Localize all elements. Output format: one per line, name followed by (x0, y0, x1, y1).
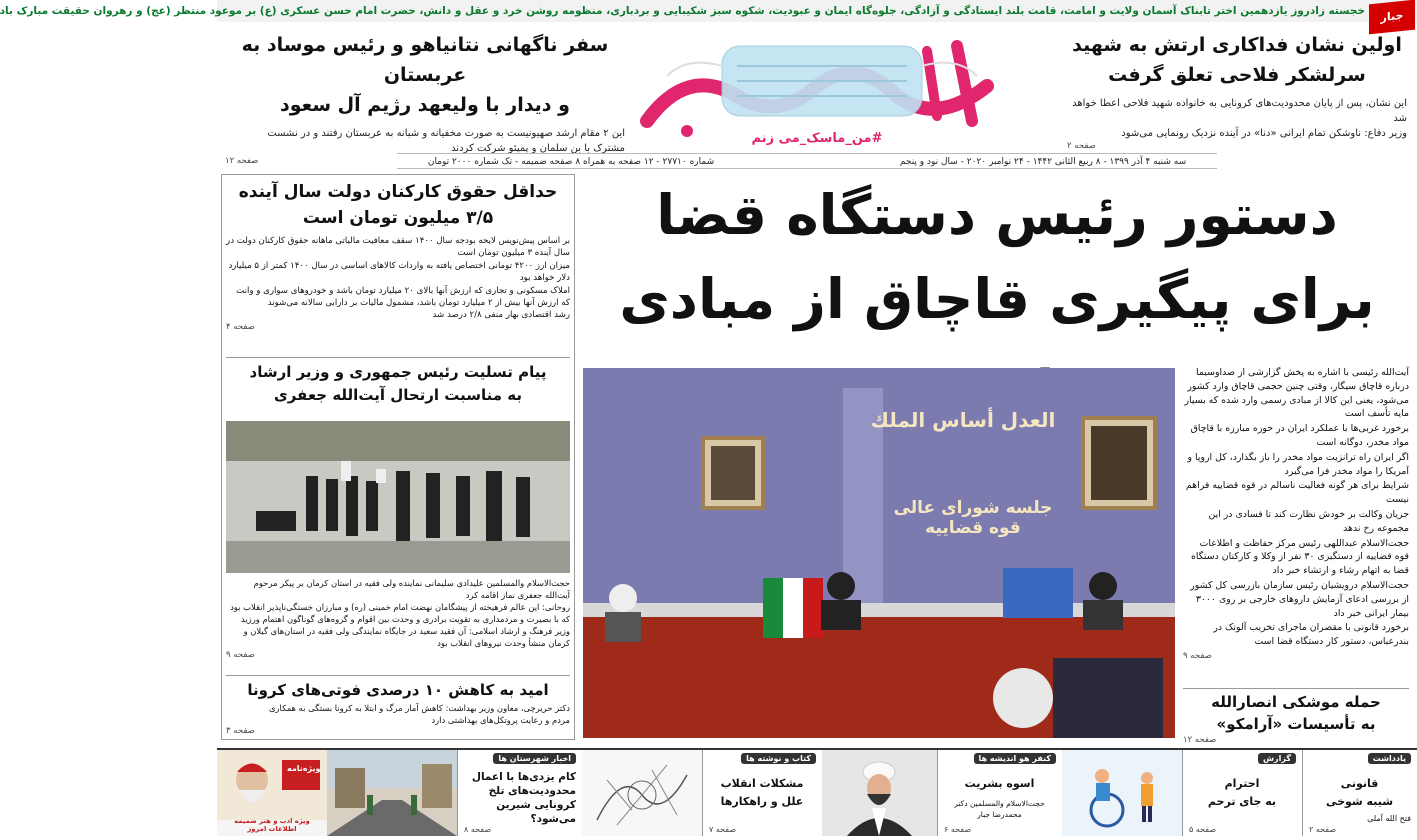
bottom-cell-conference-byline: حجت‌الاسلام والمسلمین دکتر محمدرضا جبار (954, 799, 1045, 819)
bottom-cell-report (1182, 750, 1302, 836)
left-story-2-bullet: روحانی: این عالم فرهیخته از پیشگامان نهضت امام خمینی (ره) و مبارزان خستگی‌ناپذیر انقلاب بود (230, 602, 570, 612)
bottom-cell-note-tag: یادداشت (1368, 753, 1411, 764)
bottom-cell-sketch (582, 750, 702, 836)
bottom-cell-report-title-2: به جای ترحم (1207, 795, 1277, 808)
cleric-portrait (822, 750, 937, 836)
supplement-cover (217, 750, 327, 820)
left-story-2-bullets (226, 577, 570, 661)
main-bullet-4: شرایط برای هر گونه فعالیت ناسالم در قوه قضاییه فراهم نیست (1185, 480, 1409, 506)
bottom-cell-conference (937, 750, 1062, 836)
photo-sign: جلسه شورای عالی قوه قضاییه (893, 498, 1053, 538)
main-bullet-3: اگر ایران راه ترانزیت مواد مخدر را باز بگذارد، کل اروپا و آمریکا را مواد مخدر فرا می‌گیرد (1187, 451, 1409, 477)
top-right-page: صفحه ۲ (1067, 141, 1096, 151)
bottom-cell-conference-page: صفحه ۶ (944, 825, 972, 834)
main-headline-2: برای پیگیری قاچاق از مبادی (619, 267, 1375, 331)
bottom-cell-books-title-1: مشکلات انقلاب (720, 777, 804, 790)
main-bullet-1: آیت‌الله رئیسی با اشاره به پخش گزارشی از صداوسیما درباره قاچاق سیگار، وقتی چنین حجمی قاچاق وارد کشور می‌شود، یعنی این کالا از مبادی رسمی وارد شده که بسیار مایه تأسف است (1184, 367, 1409, 420)
left-story-1-bullet: میزان ارز ۴۲۰۰ تومانی اختصاص یافته به واردات کالاهای اساسی در سال ۱۴۰۰ کمتر از ۵ میلیارد دلار خواهد بود (228, 260, 570, 284)
top-ticker: خجسته زادروز یازدهمین اختر تابناک آسمان ولایت و امامت، قامت بلند ایستادگی و آزادگی، جلوه‌گاه ایمان و عبودیت، شکوه سبز شکیبایی و بردباری، منظومه روشن خرد و عقل و دانش، حضرت امام حسن عسکری (ع) بر موعود منتظر (عج) و رهروان حقیقت مبارک باد (217, 0, 1417, 22)
left-story-2-bullet: حجت‌الاسلام والمسلمین علیدادی سلیمانی نماینده ولی فقیه در استان کرمان بر پیکر مرحوم آیت‌الله جعفری نماز اقامه کرد (253, 578, 570, 600)
bottom-cell-report-page: صفحه ۵ (1189, 825, 1217, 834)
left-story-2-page: صفحه ۹ (226, 650, 255, 660)
main-bullets-page: صفحه ۹ (1183, 650, 1212, 661)
left-story-2-bullet: وزیر فرهنگ و ارشاد اسلامی: آن فقید سعید در جایگاه نمایندگی ولی فقیه در استان‌های گیلان و (243, 626, 570, 636)
bottom-cell-city-photo (327, 750, 457, 836)
photo-banner: العدل أساس الملك (870, 408, 1056, 432)
main-bullet-7: حجت‌الاسلام درویشیان رئیس سازمان بازرسی کل کشور از بررسی ادعای آزمایش داروهای خارجی بر روی ۳۰۰۰ بیمار ایرانی خبر داد (1190, 579, 1409, 619)
bottom-cell-books-title-2: علل و راهکارها (720, 795, 804, 808)
bottom-cell-cities-page: صفحه ۸ (464, 825, 492, 834)
left-story-3 (226, 675, 570, 736)
wheelchair-illustration (1062, 750, 1182, 836)
bottom-cell-cities-title-3: کرونایی شیرین می‌شود؟ (496, 799, 576, 825)
masthead-logo-art (627, 26, 1007, 148)
bottom-cell-conference-title: اسوه بشریت (964, 777, 1035, 790)
main-bullet-2: برخورد غربی‌ها با عملکرد ایران در حوزه مبارزه با قاچاق مواد مخدر، دوگانه است (1190, 423, 1409, 448)
aside-story (1183, 688, 1409, 745)
supplement-tag: ویژه‌نامه (287, 764, 321, 773)
bottom-cell-portrait (822, 750, 937, 836)
logo-slogan: #من_ماسک_می زنم (751, 131, 883, 146)
top-right-story (1067, 30, 1407, 151)
left-story-1-bullets (226, 235, 570, 322)
left-story-1-headline-1: حداقل حقوق کارکنان دولت سال آینده (238, 182, 558, 202)
main-bullet-5: جریان وکالت بر خودش نظارت کند تا فسادی در این مجموعه رخ ندهد (1208, 508, 1409, 534)
left-story-1-page: صفحه ۴ (226, 321, 255, 332)
left-story-2 (226, 357, 570, 407)
bottom-cell-note-title-1: قانونی (1340, 777, 1379, 790)
left-story-3-headline: امید به کاهش ۱۰ درصدی فوتی‌های کرونا (247, 681, 549, 699)
bottom-cell-books-tag: کتاب و نوشته ها (741, 753, 816, 764)
main-headline-1: دستور رئیس دستگاه قضا (656, 183, 1338, 247)
left-story-1-bullet: بر اساس پیش‌نویس لایحه بودجه سال ۱۴۰۰ سقف معافیت مالیاتی ماهانه حقوق کارکنان دولت در سال آینده ۳ میلیون تومان است (226, 236, 570, 259)
dateline-issue: شماره ۲۷۷۱۰ - ۱۲ صفحه به همراه ۸ صفحه ضمیمه - تک شماره ۲۰۰۰ تومان (427, 157, 715, 167)
dateline-date: سه شنبه ۴ آذر ۱۳۹۹ - ۸ ربیع الثانی ۱۴۴۲ - ۲۴ نوامبر ۲۰۲۰ - سال نود و پنجم (899, 157, 1187, 167)
left-story-3-bullet: دکتر حریرچی، معاون وزیر بهداشت: کاهش آمار مرگ و ابتلا به کرونا بستگی به همکاری (268, 703, 570, 713)
top-left-headline-1: سفر ناگهانی نتانیاهو و رئیس موساد به عربستان (241, 34, 609, 86)
bottom-cell-books-page: صفحه ۷ (709, 825, 737, 834)
top-right-bullet-2: وزیر دفاع: ناوشکن تمام ایرانی «دنا» در آینده نزدیک رونمایی می‌شود (1121, 128, 1407, 139)
bottom-cell-cities-title-2: محدودیت‌های تلخ (488, 785, 576, 797)
left-story-3-bullets (226, 702, 570, 726)
top-left-headline-2: و دیدار با ولیعهد رژیم آل سعود (279, 94, 570, 116)
aside-headline-1: حمله موشکی انصارالله (1211, 693, 1381, 711)
masthead-logo (627, 26, 1007, 148)
top-left-page: صفحه ۱۲ (225, 156, 259, 166)
bottom-cell-note-page: صفحه ۲ (1309, 825, 1337, 834)
top-right-headline-1: اولین نشان فداکاری ارتش به شهید (1072, 34, 1402, 56)
top-right-headline-2: سرلشکر فلاحی تعلق گرفت (1108, 64, 1366, 86)
left-column (221, 174, 575, 740)
aside-page: صفحه ۱۲ (1183, 735, 1217, 745)
dateline (397, 153, 1217, 169)
left-story-3-page: صفحه ۳ (226, 726, 255, 736)
left-story-2-headline-2: به مناسبت ارتحال آیت‌الله جعفری (273, 386, 523, 404)
bottom-cell-note-byline: فتح الله آملی (1367, 814, 1411, 823)
bottom-cell-note-title-2: شیبه شوخی (1325, 795, 1394, 808)
bottom-cell-supplement (217, 750, 327, 836)
bottom-cell-cities-tag: اخبار شهرستان ها (493, 753, 576, 764)
bottom-cell-cities-title-1: کام یزدی‌ها با اعمال (471, 771, 576, 783)
brand-badge: جبار (1369, 0, 1415, 34)
left-story-3-bullet: مردم و رعایت پروتکل‌های بهداشتی دارد (431, 715, 570, 725)
main-bullet-6: حجت‌الاسلام عبداللهی رئیس مرکز حفاظت و اطلاعات قوه قضاییه از دستگیری ۳۰ نفر از وکلا و کارکنان دستگاه قضا به اتهام رشاء و ارتشاء خبر داد (1190, 537, 1409, 577)
sketch-illustration (582, 750, 702, 836)
top-left-bullet-1: این ۲ مقام ارشد صهیونیست به صورت مخفیانه و شبانه به عربستان رفتند و در نشست (267, 128, 625, 139)
left-story-2-bullet: کرمان منشأ وحدت نیروهای انقلاب بود (437, 638, 570, 648)
aside-headline-2: به تأسیسات «آرامکو» (1216, 715, 1376, 733)
bottom-cell-illustration (1062, 750, 1182, 836)
main-bullet-8: برخورد قانونی با مقصران ماجرای تخریب آلونک در بندرعباس، دستور کار دستگاه قضا است (1213, 622, 1409, 648)
left-story-2-photo-art (226, 421, 570, 573)
bottom-strip (217, 748, 1417, 836)
left-story-2-headline-1: پیام تسلیت رئیس جمهوری و وزیر ارشاد (249, 363, 547, 381)
supplement-caption: ویژه ادب و هنر ضمیمه اطلاعات امروز (234, 817, 310, 833)
bottom-cell-report-tag: گزارش (1258, 753, 1296, 764)
main-photo (583, 368, 1175, 738)
main-bullets (1183, 366, 1409, 664)
city-street-photo (327, 750, 457, 836)
left-story-2-bullet: که با بصیرت و مردمداری به تقویت برادری و وحدت بین اقوام و گروه‌های گوناگون اهتمام ورزید (240, 614, 570, 624)
bottom-cell-report-title-1: احترام (1224, 777, 1260, 790)
left-story-1-bullet: املاک مسکونی و تجاری که ارزش آنها بالای ۲۰ میلیارد تومان باشد و خودروهای سواری و وانت که ارزش آنها بیش از ۲ میلیارد تومان باشد، مشمول مالیات بر دارایی سالانه می‌شوند (236, 285, 570, 309)
bottom-cell-note (1302, 750, 1417, 836)
bottom-cell-conference-tag: کنفر هو اندیشه ها (974, 753, 1056, 764)
left-story-2-photo (226, 421, 570, 573)
bottom-cell-cities (457, 750, 582, 836)
left-story-1 (226, 179, 570, 332)
bottom-cell-books (702, 750, 822, 836)
top-right-bullet-1: این نشان، پس از پایان محدودیت‌های کرونایی به خانواده شهید فلاحی اعطا خواهد شد (1072, 98, 1407, 124)
left-story-1-bullet: رشد اقتصادی بهار منفی ۲/۸ درصد شد (432, 310, 570, 321)
top-left-story (225, 30, 625, 166)
left-story-1-headline-2: ۳/۵ میلیون تومان است (302, 208, 494, 228)
top-left-bullet-2: مشترک با بن سلمان و پمپئو شرکت کردند (451, 143, 625, 154)
